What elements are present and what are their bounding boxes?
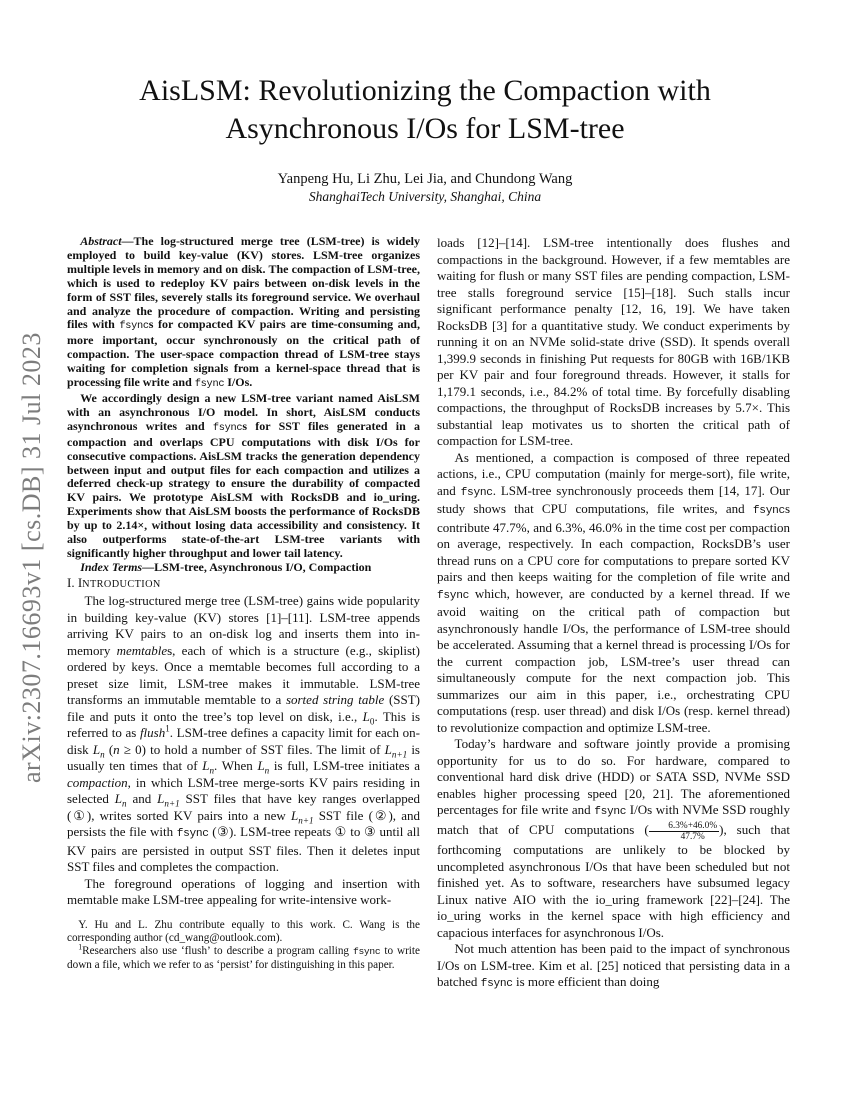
- footnote-thanks: Y. Hu and L. Zhu contribute equally to this work. C. Wang is the corresponding author (cd_wang@outlook.com).: [67, 918, 420, 945]
- two-column-body: [67, 235, 790, 993]
- paper-title-line1: AisLSM: Revolutionizing the Compaction with: [139, 74, 711, 107]
- right-paragraph-2: As mentioned, a compaction is composed of three repeated actions, i.e., CPU computation (mainly for merge-sort), file write, and fsync. LSM-tree synchronously proceeds them [14, 17]. Our study shows that CPU computations, file writes, and fsyncs contribute 47.7%, and 6.3%, 46.0% in the time cost per compaction on average, respectively. In each compaction, RocksDB’s user thread runs on a CPU core for computations to prepare sorted KV pairs and then keeps waiting for the completion of file write and fsync which, however, are conducted by a kernel thread. If we avoid waiting on the critical path of compaction but asynchronously handle I/Os, the performance of LSM-tree should be accelerated. Assuming that a kernel thread is processing I/Os for the current compaction job, LSM-tree’s user thread can simultaneously compute for the next compaction job. This summarizes our aim in this paper, i.e., orchestrating CPU computations (resp. user thread) and disk I/Os (resp. kernel thread) to revolutionize compaction and optimize LSM-tree.: [437, 449, 790, 735]
- right-paragraph-1: loads [12]–[14]. LSM-tree intentionally does flushes and compactions in the background. However, if a few memtables are waiting for flush or many SST files are pending compaction, LSM-tree stalls foreground service [15]–[18]. Such stalls incur significant performance penalty [12, 16, 19]. We have taken RocksDB [3] for a quantitative study. We conduct experiments by running it on an NVMe solid-state drive (SSD). It spends overall 1,399.9 seconds in finishing Put requests for 80GB with 16B/1KB per KV pair and four foreground threads. However, it stalls for 1,179.1 seconds, i.e., 84.2% of total time. By forcefully disabling compactions, the throughput of RocksDB increases by 5.7×. This substantial leap motivates us to shorten the critical path of compaction for LSM-tree.: [437, 235, 790, 448]
- section-heading-introduction: I. INTRODUCTION: [67, 574, 161, 590]
- right-paragraph-3: Today’s hardware and software jointly provide a promising opportunity for us to do so. For hardware, compared to conventional hard disk drive (HDD) or SATA SSD, NVMe SSD enables higher processing speed [20, 21]. The aforementioned percentages for file write and fsync I/Os with NVMe SSD roughly match that of CPU computations ( $\frac{6.3\%+46.0\%}{47.7\%}$ ), such that forthcoming computations are unlikely to be blocked by uncompleted asynchronous I/Os that have been scheduled but not finished yet. As to software, researchers have subsumed legacy Linux native AIO with the io_uring framework [22]–[24]. The io_uring works in the kernel space with high efficiency and capacious interfaces for asynchronous I/Os.: [437, 736, 790, 940]
- intro-paragraph-2: The foreground operations of logging and insertion with memtable make LSM-tree appealing for write-intensive work-: [67, 875, 420, 908]
- right-column: [437, 235, 790, 993]
- authors-line: Yanpeng Hu, Li Zhu, Lei Jia, and Chundong Wang: [277, 171, 573, 187]
- left-column: [67, 235, 420, 993]
- arxiv-watermark: arXiv:2307.16693v1 [cs.DB] 31 Jul 2023: [17, 332, 46, 784]
- paper-title-line2: Asynchronous I/Os for LSM-tree: [225, 112, 625, 145]
- right-paragraph-4: Not much attention has been paid to the impact of synchronous I/Os on LSM-tree. Kim et al. [25] noticed that persisting data in a batched fsync is more efficient than doing: [437, 941, 790, 991]
- index-terms: Index Terms—LSM-tree, Asynchronous I/O, Compaction: [80, 559, 372, 574]
- abstract-paragraph-1: Abstract—The log-structured merge tree (LSM-tree) is widely employed to build key-value (KV) stores. LSM-tree organizes multiple levels in memory and on disk. The compaction of LSM-tree, which is used to redeploy KV pairs between on-disk levels in the form of SST files, severely stalls its foreground service. We overhaul and analyze the procedure of compaction. Writing and persisting files with fsyncs for compacted KV pairs are time-consuming and, more important, occur synchronously on the critical path of compaction. The user-space compaction thread of LSM-tree stays waiting for completion signals from a kernel-space thread that is processing file write and fsync I/Os.: [67, 234, 420, 391]
- paper-header: [0, 0, 850, 205]
- abstract-paragraph-2: We accordingly design a new LSM-tree variant named AisLSM with an asynchronous I/O model. In short, AisLSM conducts asynchronous writes and fsyncs for SST files generated in a compaction and overlaps CPU computations with disk I/Os for consecutive compactions. AisLSM tracks the generation dependency between input and output files for each compaction and utilizes a deferred check-up strategy to ensure the durability of compacted KV pairs. We prototype AisLSM with RocksDB and io_uring. Experiments show that AisLSM boosts the performance of RocksDB by up to 2.14×, without losing data accessibility and consistency. It also outperforms state-of-the-art LSM-tree variants with significantly higher throughput and lower tail latency.: [67, 390, 421, 560]
- footnote-1: $^1$Researchers also use ‘flush’ to describe a program calling fsync to write down a file, which we refer to as ‘persist’ for distinguishing in this paper.: [67, 942, 420, 971]
- affiliation-line: ShanghaiTech University, Shanghai, China: [308, 189, 542, 204]
- paper-title: [0, 0, 850, 148]
- intro-paragraph-1: The log-structured merge tree (LSM-tree) gains wide popularity in building key-value (KV) stores [1]–[11]. LSM-tree appends arriving KV pairs to an on-disk log and inserts them into in-memory memtables, each of which is a structure (e.g., skiplist) ordered by keys. Once a memtable becomes full according to a preset size limit, LSM-tree makes it immutable. LSM-tree transforms an immutable memtable to a sorted string table (SST) file and puts it onto the tree’s top level on disk, i.e., $L_0$. This is referred to as flush$^1$. LSM-tree defines a capacity limit for each on-disk $L_n$ (n ≥ 0) to hold a number of SST files. The limit of $L_{n+1}$ is usually ten times that of $L_n$. When $L_n$ is full, LSM-tree initiates a compaction, in which LSM-tree merge-sorts KV pairs residing in selected $L_n$ and $L_{n+1}$ SST files that have key ranges overlapped (①), writes sorted KV pairs into a new $L_{n+1}$ SST file (②), and persists the file with fsync (③). LSM-tree repeats ① to ③ until all KV pairs are persisted in output SST files. Then it deletes input SST files and completes the compaction.: [67, 593, 420, 875]
- abstract-block: [67, 235, 420, 575]
- footnotes-block: [67, 919, 420, 972]
